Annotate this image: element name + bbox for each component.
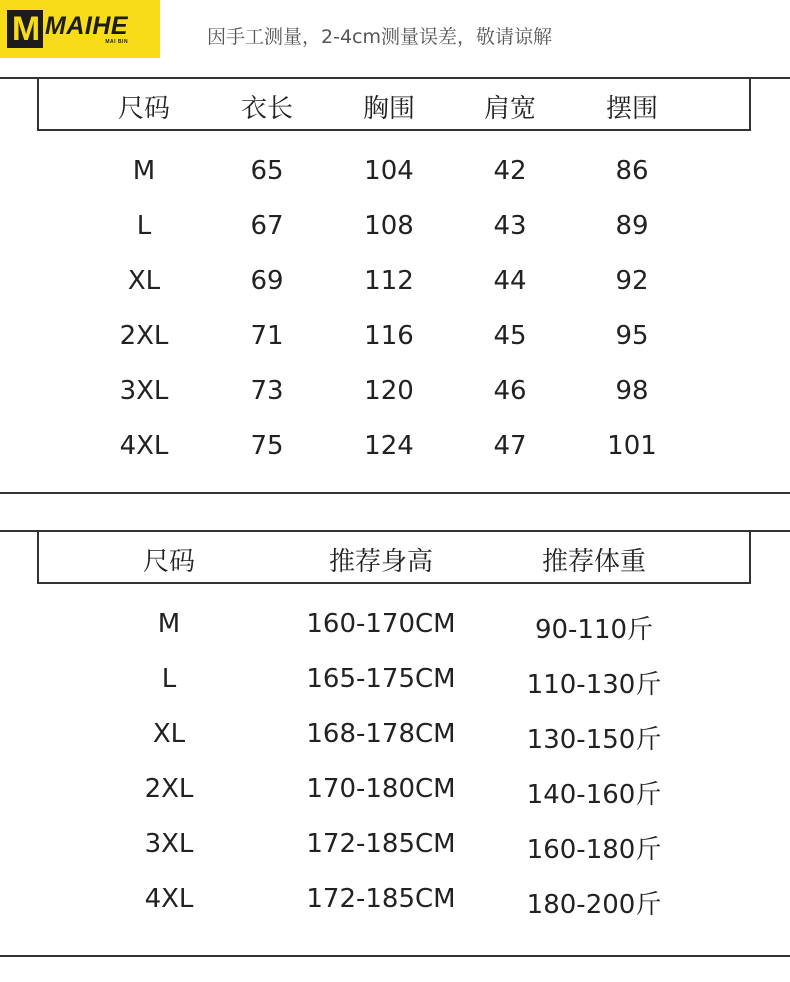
- table2-cell: 170-180CM: [306, 774, 456, 804]
- table2-cell: 165-175CM: [306, 664, 456, 694]
- table1-header-bottom-border: [37, 129, 751, 131]
- table1-cell: 4XL: [119, 431, 169, 461]
- table1-cell: 3XL: [119, 376, 169, 406]
- table1-cell: 46: [493, 376, 527, 406]
- table2-cell: 90-110斤: [534, 615, 654, 645]
- table2-header-2: 推荐体重: [541, 547, 647, 577]
- top-divider: [0, 77, 790, 79]
- table1-header-left-border: [37, 77, 39, 131]
- table2-cell: 172-185CM: [306, 829, 456, 859]
- table2-cell: 168-178CM: [306, 719, 456, 749]
- table1-cell: XL: [127, 266, 161, 296]
- table2-cell: 3XL: [144, 829, 194, 859]
- brand-logo: [0, 0, 160, 58]
- table1-cell: 89: [615, 211, 649, 241]
- table2-header-bottom-border: [37, 582, 751, 584]
- table2-cell: M: [157, 609, 181, 639]
- table1-cell: 75: [250, 431, 284, 461]
- table2-cell: 180-200斤: [526, 890, 662, 920]
- table2-top-divider: [0, 530, 790, 532]
- table1-cell: M: [132, 156, 156, 186]
- table2-cell: 4XL: [144, 884, 194, 914]
- table1-cell: 71: [250, 321, 284, 351]
- measurement-note: 因手工测量，2-4cm测量误差，敬请谅解: [207, 26, 552, 48]
- table1-header-3: 肩宽: [483, 94, 537, 124]
- table1-cell: 69: [250, 266, 284, 296]
- table1-cell: 42: [493, 156, 527, 186]
- table2-header-right-border: [749, 530, 751, 584]
- table2-header-1: 推荐身高: [328, 547, 434, 577]
- table1-cell: 2XL: [119, 321, 169, 351]
- table1-cell: 116: [364, 321, 414, 351]
- table1-cell: 47: [493, 431, 527, 461]
- table1-cell: 124: [364, 431, 414, 461]
- table1-cell: 108: [364, 211, 414, 241]
- table1-cell: 120: [364, 376, 414, 406]
- table1-cell: 45: [493, 321, 527, 351]
- table2-cell: 2XL: [144, 774, 194, 804]
- table1-cell: 86: [615, 156, 649, 186]
- table2-cell: 160-170CM: [306, 609, 456, 639]
- table2-cell: 172-185CM: [306, 884, 456, 914]
- table1-bottom-divider: [0, 492, 790, 494]
- table1-cell: 67: [250, 211, 284, 241]
- table1-cell: 43: [493, 211, 527, 241]
- logo-mark: M: [7, 10, 43, 48]
- table1-cell: 98: [615, 376, 649, 406]
- table1-header-right-border: [749, 77, 751, 131]
- table1-cell: 73: [250, 376, 284, 406]
- table1-cell: L: [136, 211, 152, 241]
- table1-header-4: 摆围: [605, 94, 659, 124]
- table1-cell: 104: [364, 156, 414, 186]
- table1-cell: 65: [250, 156, 284, 186]
- table2-cell: L: [161, 664, 177, 694]
- logo-subtext: MAI BIN: [105, 39, 129, 45]
- table2-cell: 130-150斤: [526, 725, 662, 755]
- table1-cell: 95: [615, 321, 649, 351]
- table2-bottom-divider: [0, 955, 790, 957]
- table1-cell: 92: [615, 266, 649, 296]
- table2-cell: 160-180斤: [526, 835, 662, 865]
- table1-header-1: 衣长: [240, 94, 294, 124]
- table2-cell: 140-160斤: [526, 780, 662, 810]
- table2-header-left-border: [37, 530, 39, 584]
- table1-header-2: 胸围: [362, 94, 416, 124]
- table2-header-0: 尺码: [142, 547, 196, 577]
- table2-cell: 110-130斤: [526, 670, 662, 700]
- table1-cell: 44: [493, 266, 527, 296]
- logo-text: MAIHE: [45, 12, 129, 40]
- table2-cell: XL: [152, 719, 186, 749]
- table1-cell: 112: [364, 266, 414, 296]
- table1-header-0: 尺码: [117, 94, 171, 124]
- logo-text-group: [45, 13, 128, 45]
- table1-cell: 101: [607, 431, 657, 461]
